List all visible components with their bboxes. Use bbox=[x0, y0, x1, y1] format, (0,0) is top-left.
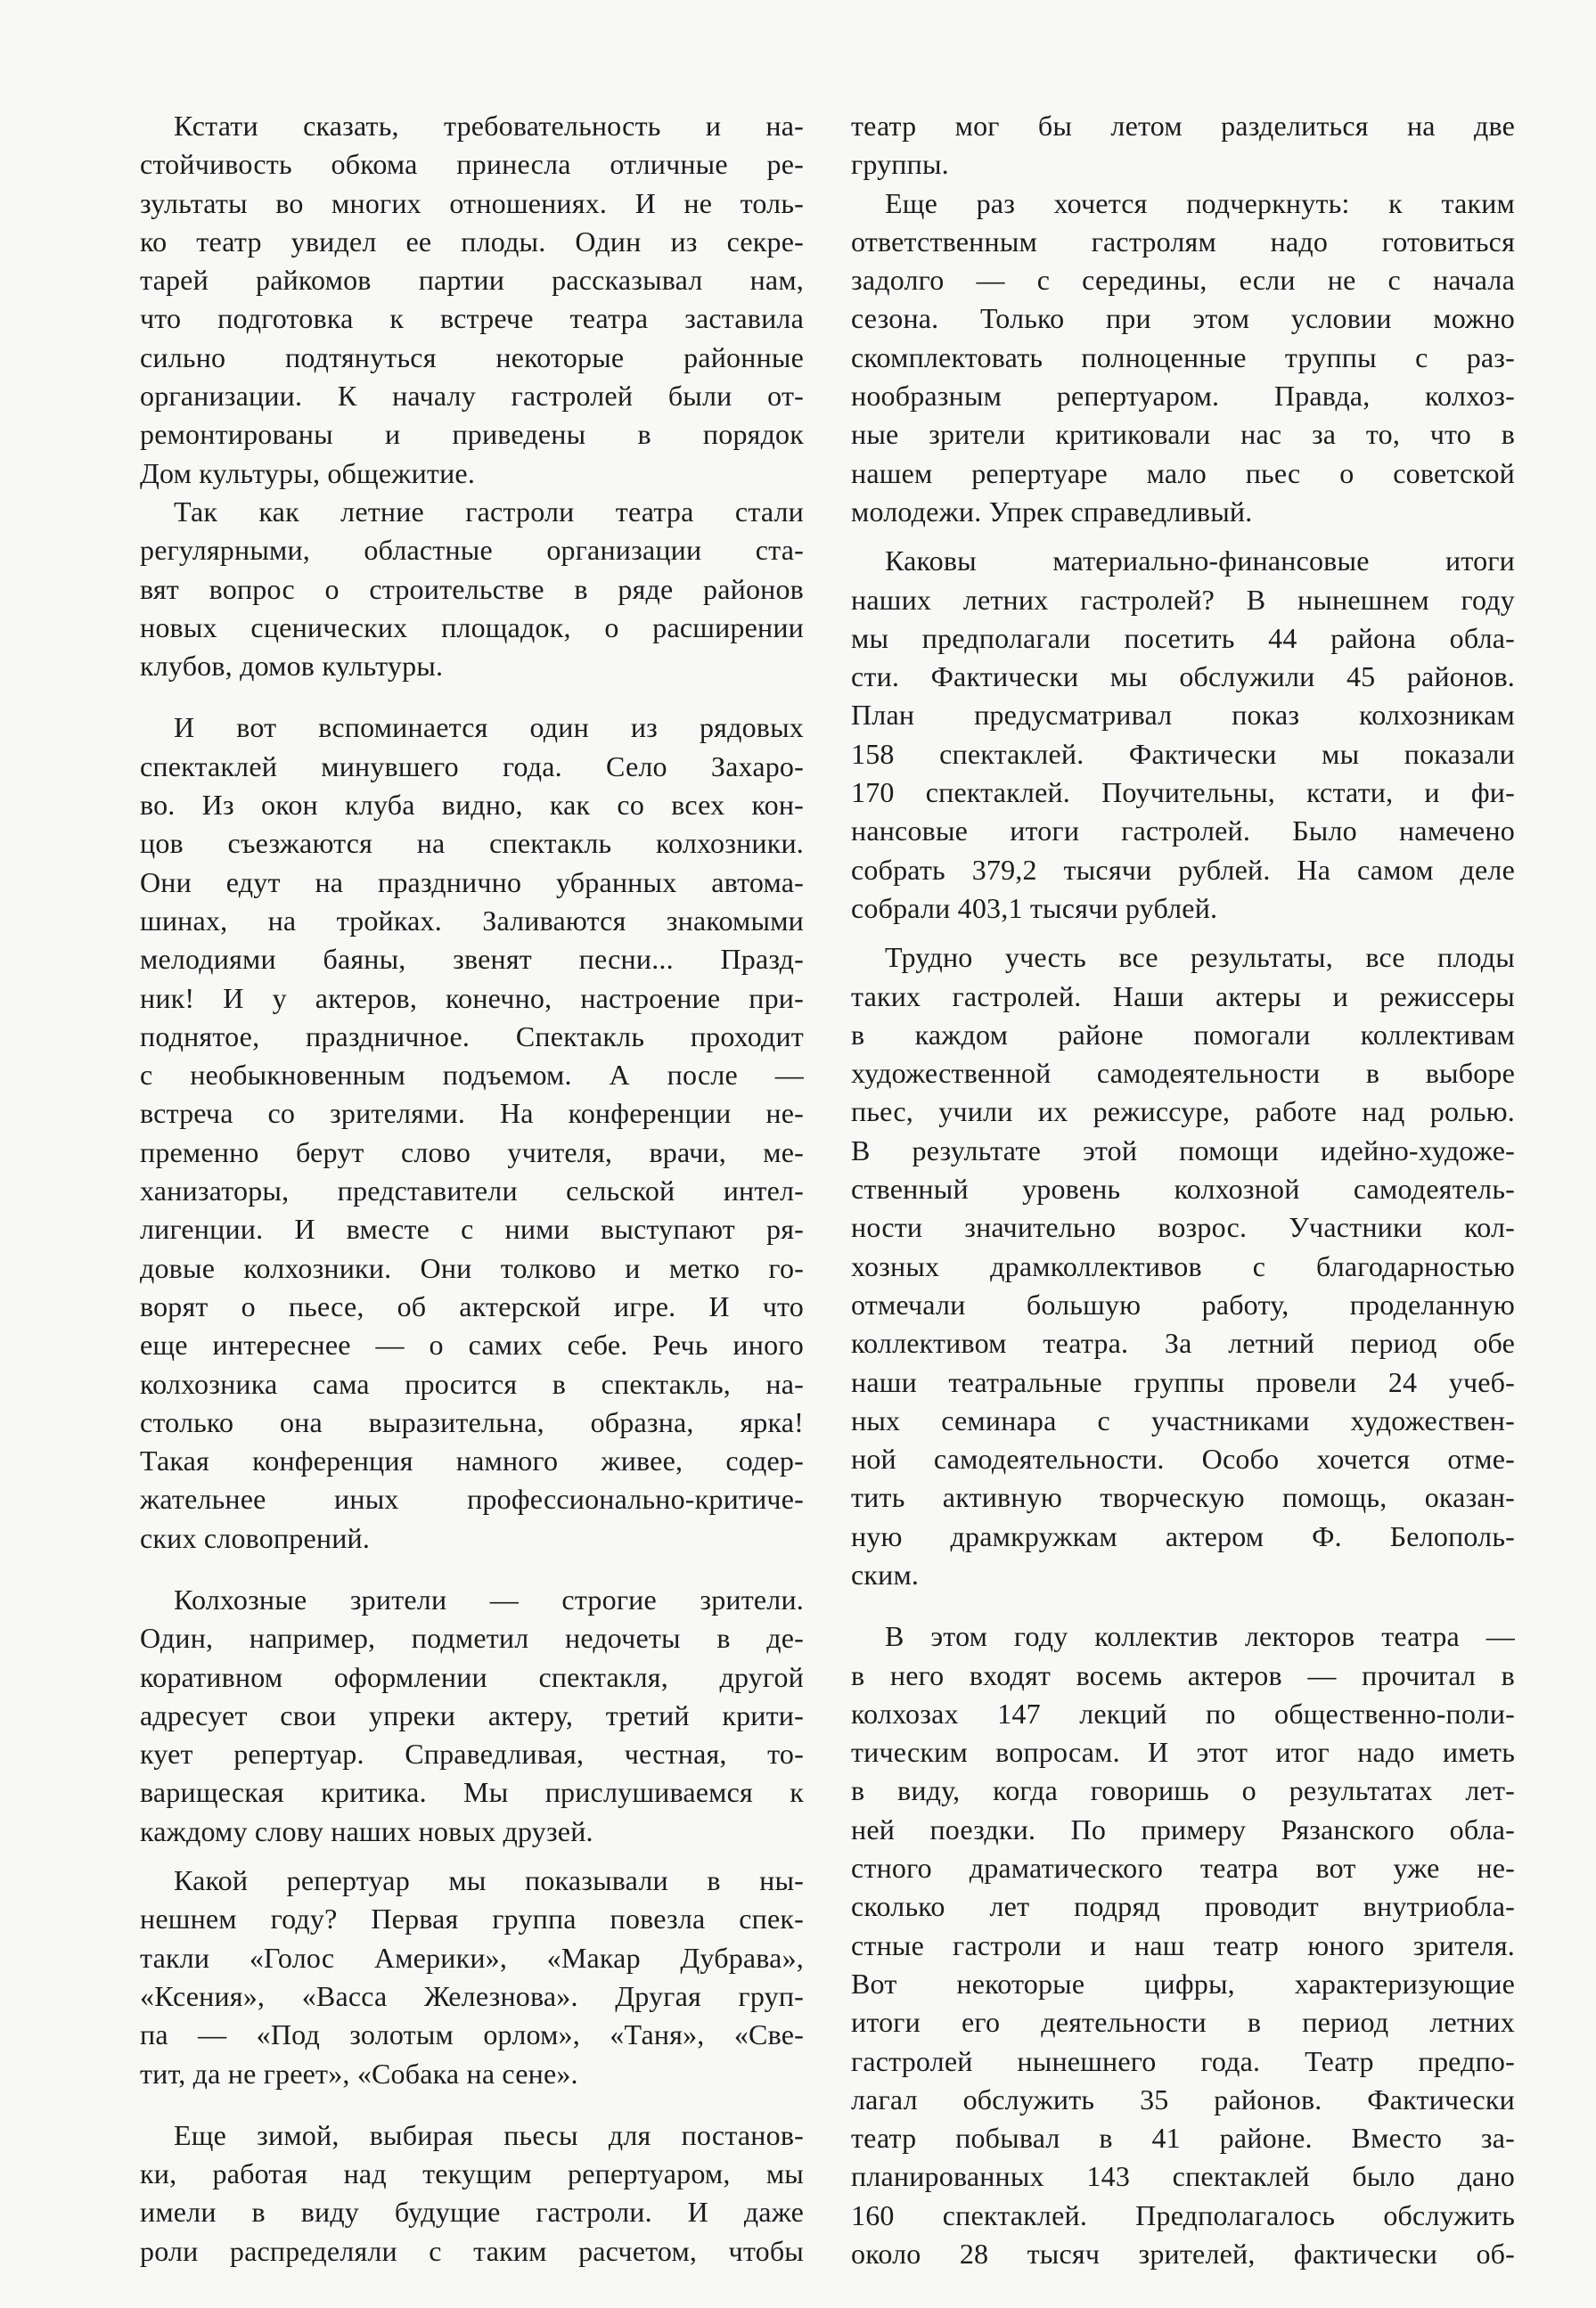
text-line: колхозника сама просится в спектакль, на- bbox=[140, 1367, 804, 1400]
text-line: планированных 143 спектаклей было дано bbox=[851, 2160, 1515, 2193]
text-line: такли «Голос Америки», «Макар Дубрава», bbox=[140, 1941, 804, 1974]
text-line: ворят о пьесе, об актерской игре. И что bbox=[140, 1289, 804, 1322]
text-line: скомплектовать полноценные труппы с раз- bbox=[851, 340, 1515, 373]
text-line: каждому слову наших новых друзей. bbox=[140, 1814, 593, 1847]
text-line: встреча со зрителями. На конференции не- bbox=[140, 1097, 804, 1130]
text-line: организации. К началу гастролей были от- bbox=[140, 380, 804, 413]
text-line: пьес, учили их режиссуре, работе над ролью. bbox=[851, 1095, 1515, 1128]
text-line: ности значительно возрос. Участники кол- bbox=[851, 1211, 1515, 1244]
text-line: нашем репертуаре мало пьес о советской bbox=[851, 456, 1515, 489]
text-line: наши театральные группы провели 24 учеб- bbox=[851, 1365, 1515, 1398]
text-line: ским. bbox=[851, 1558, 920, 1591]
text-line: группы. bbox=[851, 148, 949, 181]
text-line: тарей райкомов партии рассказывал нам, bbox=[140, 264, 804, 297]
text-line: что подготовка к встрече театра заставила bbox=[140, 302, 804, 335]
text-line: театр мог бы летом разделиться на две bbox=[851, 110, 1515, 142]
text-line: хозных драмколлективов с благодарностью bbox=[851, 1249, 1515, 1282]
text-line: 158 спектаклей. Фактически мы показали bbox=[851, 737, 1515, 770]
text-line: в каждом районе помогали коллективам bbox=[851, 1018, 1515, 1051]
paragraph bbox=[851, 1617, 1515, 2273]
text-line: наших летних гастролей? В нынешнем году bbox=[851, 583, 1515, 616]
text-line: сезона. Только при этом условии можно bbox=[851, 302, 1515, 335]
text-line: В этом году коллектив лекторов театра — bbox=[885, 1620, 1515, 1653]
paragraph bbox=[851, 184, 1515, 532]
text-line: итоги его деятельности в период летних bbox=[851, 2006, 1515, 2039]
text-line: ки, работая над текущим репертуаром, мы bbox=[140, 2157, 804, 2190]
text-line: регулярными, областные организации ста- bbox=[140, 534, 804, 567]
text-line: спектаклей минувшего года. Село Захаро- bbox=[140, 749, 804, 782]
left-column bbox=[140, 107, 804, 2271]
text-line: ханизаторы, представители сельской интел- bbox=[140, 1174, 804, 1207]
text-line: Еще зимой, выбирая пьесы для постанов- bbox=[174, 2118, 804, 2151]
text-line: мелодиями баяны, звенят песни... Празд- bbox=[140, 943, 804, 976]
text-line: пременно берут слово учителя, врачи, ме- bbox=[140, 1135, 804, 1168]
paragraph bbox=[140, 708, 804, 1558]
text-line: задолго — с середины, если не с начала bbox=[851, 264, 1515, 297]
text-line: ные зрители критиковали нас за то, что в bbox=[851, 418, 1515, 451]
text-line: тическим вопросам. И этот итог надо иметь bbox=[851, 1736, 1515, 1769]
paragraph bbox=[140, 1581, 804, 1851]
text-line: собрать 379,2 тысячи рублей. На самом деле bbox=[851, 853, 1515, 886]
text-line: сти. Фактически мы обслужили 45 районов. bbox=[851, 660, 1515, 693]
text-line: собрали 403,1 тысячи рублей. bbox=[851, 891, 1218, 924]
text-line: поднятое, праздничное. Спектакль проходит bbox=[140, 1019, 804, 1052]
paragraph bbox=[140, 493, 804, 685]
text-line: тить активную творческую помощь, оказан- bbox=[851, 1481, 1515, 1514]
text-line: Колхозные зрители — строгие зрители. bbox=[174, 1583, 804, 1616]
text-line: жательнее иных профессионально-критиче- bbox=[140, 1483, 804, 1516]
text-line: Так как летние гастроли театра стали bbox=[174, 495, 804, 528]
text-line: сильно подтянуться некоторые районные bbox=[140, 340, 804, 373]
text-line: вят вопрос о строительстве в ряде районов bbox=[140, 572, 804, 605]
text-line: ственный уровень колхозной самодеятель- bbox=[851, 1173, 1515, 1206]
text-line: ной самодеятельности. Особо хочется отме- bbox=[851, 1443, 1515, 1476]
text-line: роли распределяли с таким расчетом, чтобы bbox=[140, 2234, 804, 2267]
text-line: художественной самодеятельности в выборе bbox=[851, 1057, 1515, 1090]
text-line: около 28 тысяч зрителей, фактически об- bbox=[851, 2238, 1515, 2271]
text-line: новых сценических площадок, о расширении bbox=[140, 610, 804, 643]
text-line: имели в виду будущие гастроли. И даже bbox=[140, 2196, 804, 2229]
text-line: Кстати сказать, требовательность и на- bbox=[174, 110, 804, 142]
text-line: отмечали большую работу, проделанную bbox=[851, 1288, 1515, 1321]
text-line: столько она выразительна, образна, ярка! bbox=[140, 1405, 804, 1438]
text-line: кует репертуар. Справедливая, честная, то- bbox=[140, 1738, 804, 1771]
text-line: в виду, когда говоришь о результатах лет- bbox=[851, 1774, 1515, 1807]
text-line: театр побывал в 41 районе. Вместо за- bbox=[851, 2122, 1515, 2155]
text-line: варищеская критика. Мы прислушиваемся к bbox=[140, 1776, 804, 1809]
text-line: ских словопрений. bbox=[140, 1521, 371, 1554]
text-line: клубов, домов культуры. bbox=[140, 650, 444, 683]
text-line: Какой репертуар мы показывали в ны- bbox=[174, 1864, 804, 1897]
right-column bbox=[851, 107, 1515, 2273]
text-line: сколько лет подряд проводит внутриобла- bbox=[851, 1890, 1515, 1923]
text-line: Один, например, подметил недочеты в де- bbox=[140, 1622, 804, 1655]
text-line: ник! И у актеров, конечно, настроение при- bbox=[140, 981, 804, 1014]
text-line: ко театр увидел ее плоды. Один из секре- bbox=[140, 225, 804, 258]
paragraph bbox=[140, 2116, 804, 2271]
text-line: стного драматического театра вот уже не- bbox=[851, 1852, 1515, 1885]
paragraph bbox=[140, 1862, 804, 2093]
paragraph bbox=[140, 107, 804, 493]
text-line: стные гастроли и наш театр юного зрителя. bbox=[851, 1928, 1515, 1961]
paragraph bbox=[851, 938, 1515, 1594]
text-line: шинах, на тройках. Заливаются знакомыми bbox=[140, 904, 804, 937]
text-line: ремонтированы и приведены в порядок bbox=[140, 418, 804, 451]
text-line: довые колхозники. Они толково и метко го- bbox=[140, 1251, 804, 1284]
text-line: коллективом театра. За летний период обе bbox=[851, 1327, 1515, 1360]
text-line: План предусматривал показ колхозникам bbox=[851, 699, 1515, 732]
text-line: цов съезжаются на спектакль колхозники. bbox=[140, 827, 804, 860]
text-line: колхозах 147 лекций по общественно-поли- bbox=[851, 1697, 1515, 1730]
text-line: 170 спектаклей. Поучительны, кстати, и фи- bbox=[851, 776, 1515, 809]
text-line: Каковы материально-финансовые итоги bbox=[885, 544, 1515, 577]
paragraph bbox=[851, 107, 1515, 184]
text-line: зультаты во многих отношениях. И не толь- bbox=[140, 186, 804, 219]
text-line: стойчивость обкома принесла отличные ре- bbox=[140, 148, 804, 181]
text-line: нансовые итоги гастролей. Было намечено bbox=[851, 814, 1515, 847]
text-line: Они едут на празднично убранных автома- bbox=[140, 865, 804, 898]
text-line: во. Из окон клуба видно, как со всех кон- bbox=[140, 789, 804, 822]
text-line: ную драмкружкам актером Ф. Белополь- bbox=[851, 1519, 1515, 1552]
text-line: тит, да не греет», «Собака на сене». bbox=[140, 2057, 578, 2090]
text-line: Вот некоторые цифры, характеризующие bbox=[851, 1967, 1515, 2000]
text-line: ней поездки. По примеру Рязанского обла- bbox=[851, 1813, 1515, 1846]
text-line: «Ксения», «Васса Железнова». Другая груп- bbox=[140, 1979, 804, 2012]
text-line: еще интереснее — о самих себе. Речь иного bbox=[140, 1329, 804, 1362]
text-line: па — «Под золотым орлом», «Таня», «Све- bbox=[140, 2018, 804, 2051]
text-line: В результате этой помощи идейно-художе- bbox=[851, 1134, 1515, 1166]
text-line: ных семинара с участниками художествен- bbox=[851, 1404, 1515, 1436]
text-line: Дом культуры, общежитие. bbox=[140, 456, 476, 489]
text-line: таких гастролей. Наши актеры и режиссеры bbox=[851, 979, 1515, 1012]
text-line: с необыкновенным подъемом. А после — bbox=[140, 1059, 804, 1092]
text-line: мы предполагали посетить 44 района обла- bbox=[851, 621, 1515, 654]
text-line: нешнем году? Первая группа повезла спек- bbox=[140, 1903, 804, 1936]
text-line: 160 спектаклей. Предполагалось обслужить bbox=[851, 2198, 1515, 2231]
paragraph bbox=[851, 542, 1515, 928]
text-line: Такая конференция намного живее, содер- bbox=[140, 1445, 804, 1477]
text-line: ответственным гастролям надо готовиться bbox=[851, 225, 1515, 258]
text-line: коративном оформлении спектакля, другой bbox=[140, 1660, 804, 1693]
text-line: в него входят восемь актеров — прочитал в bbox=[851, 1658, 1515, 1691]
text-line: Трудно учесть все результаты, все плоды bbox=[885, 941, 1515, 974]
text-line: нообразным репертуаром. Правда, колхоз- bbox=[851, 380, 1515, 413]
text-line: молодежи. Упрек справедливый. bbox=[851, 495, 1253, 528]
text-line: гастролей нынешнего года. Театр предпо- bbox=[851, 2044, 1515, 2077]
text-line: лагал обслужить 35 районов. Фактически bbox=[851, 2083, 1515, 2116]
text-line: Еще раз хочется подчеркнуть: к таким bbox=[885, 186, 1515, 219]
text-line: лигенции. И вместе с ними выступают ря- bbox=[140, 1213, 804, 1246]
text-line: адресует свои упреки актеру, третий крити- bbox=[140, 1698, 804, 1731]
text-line: И вот вспоминается один из рядовых bbox=[174, 711, 804, 744]
